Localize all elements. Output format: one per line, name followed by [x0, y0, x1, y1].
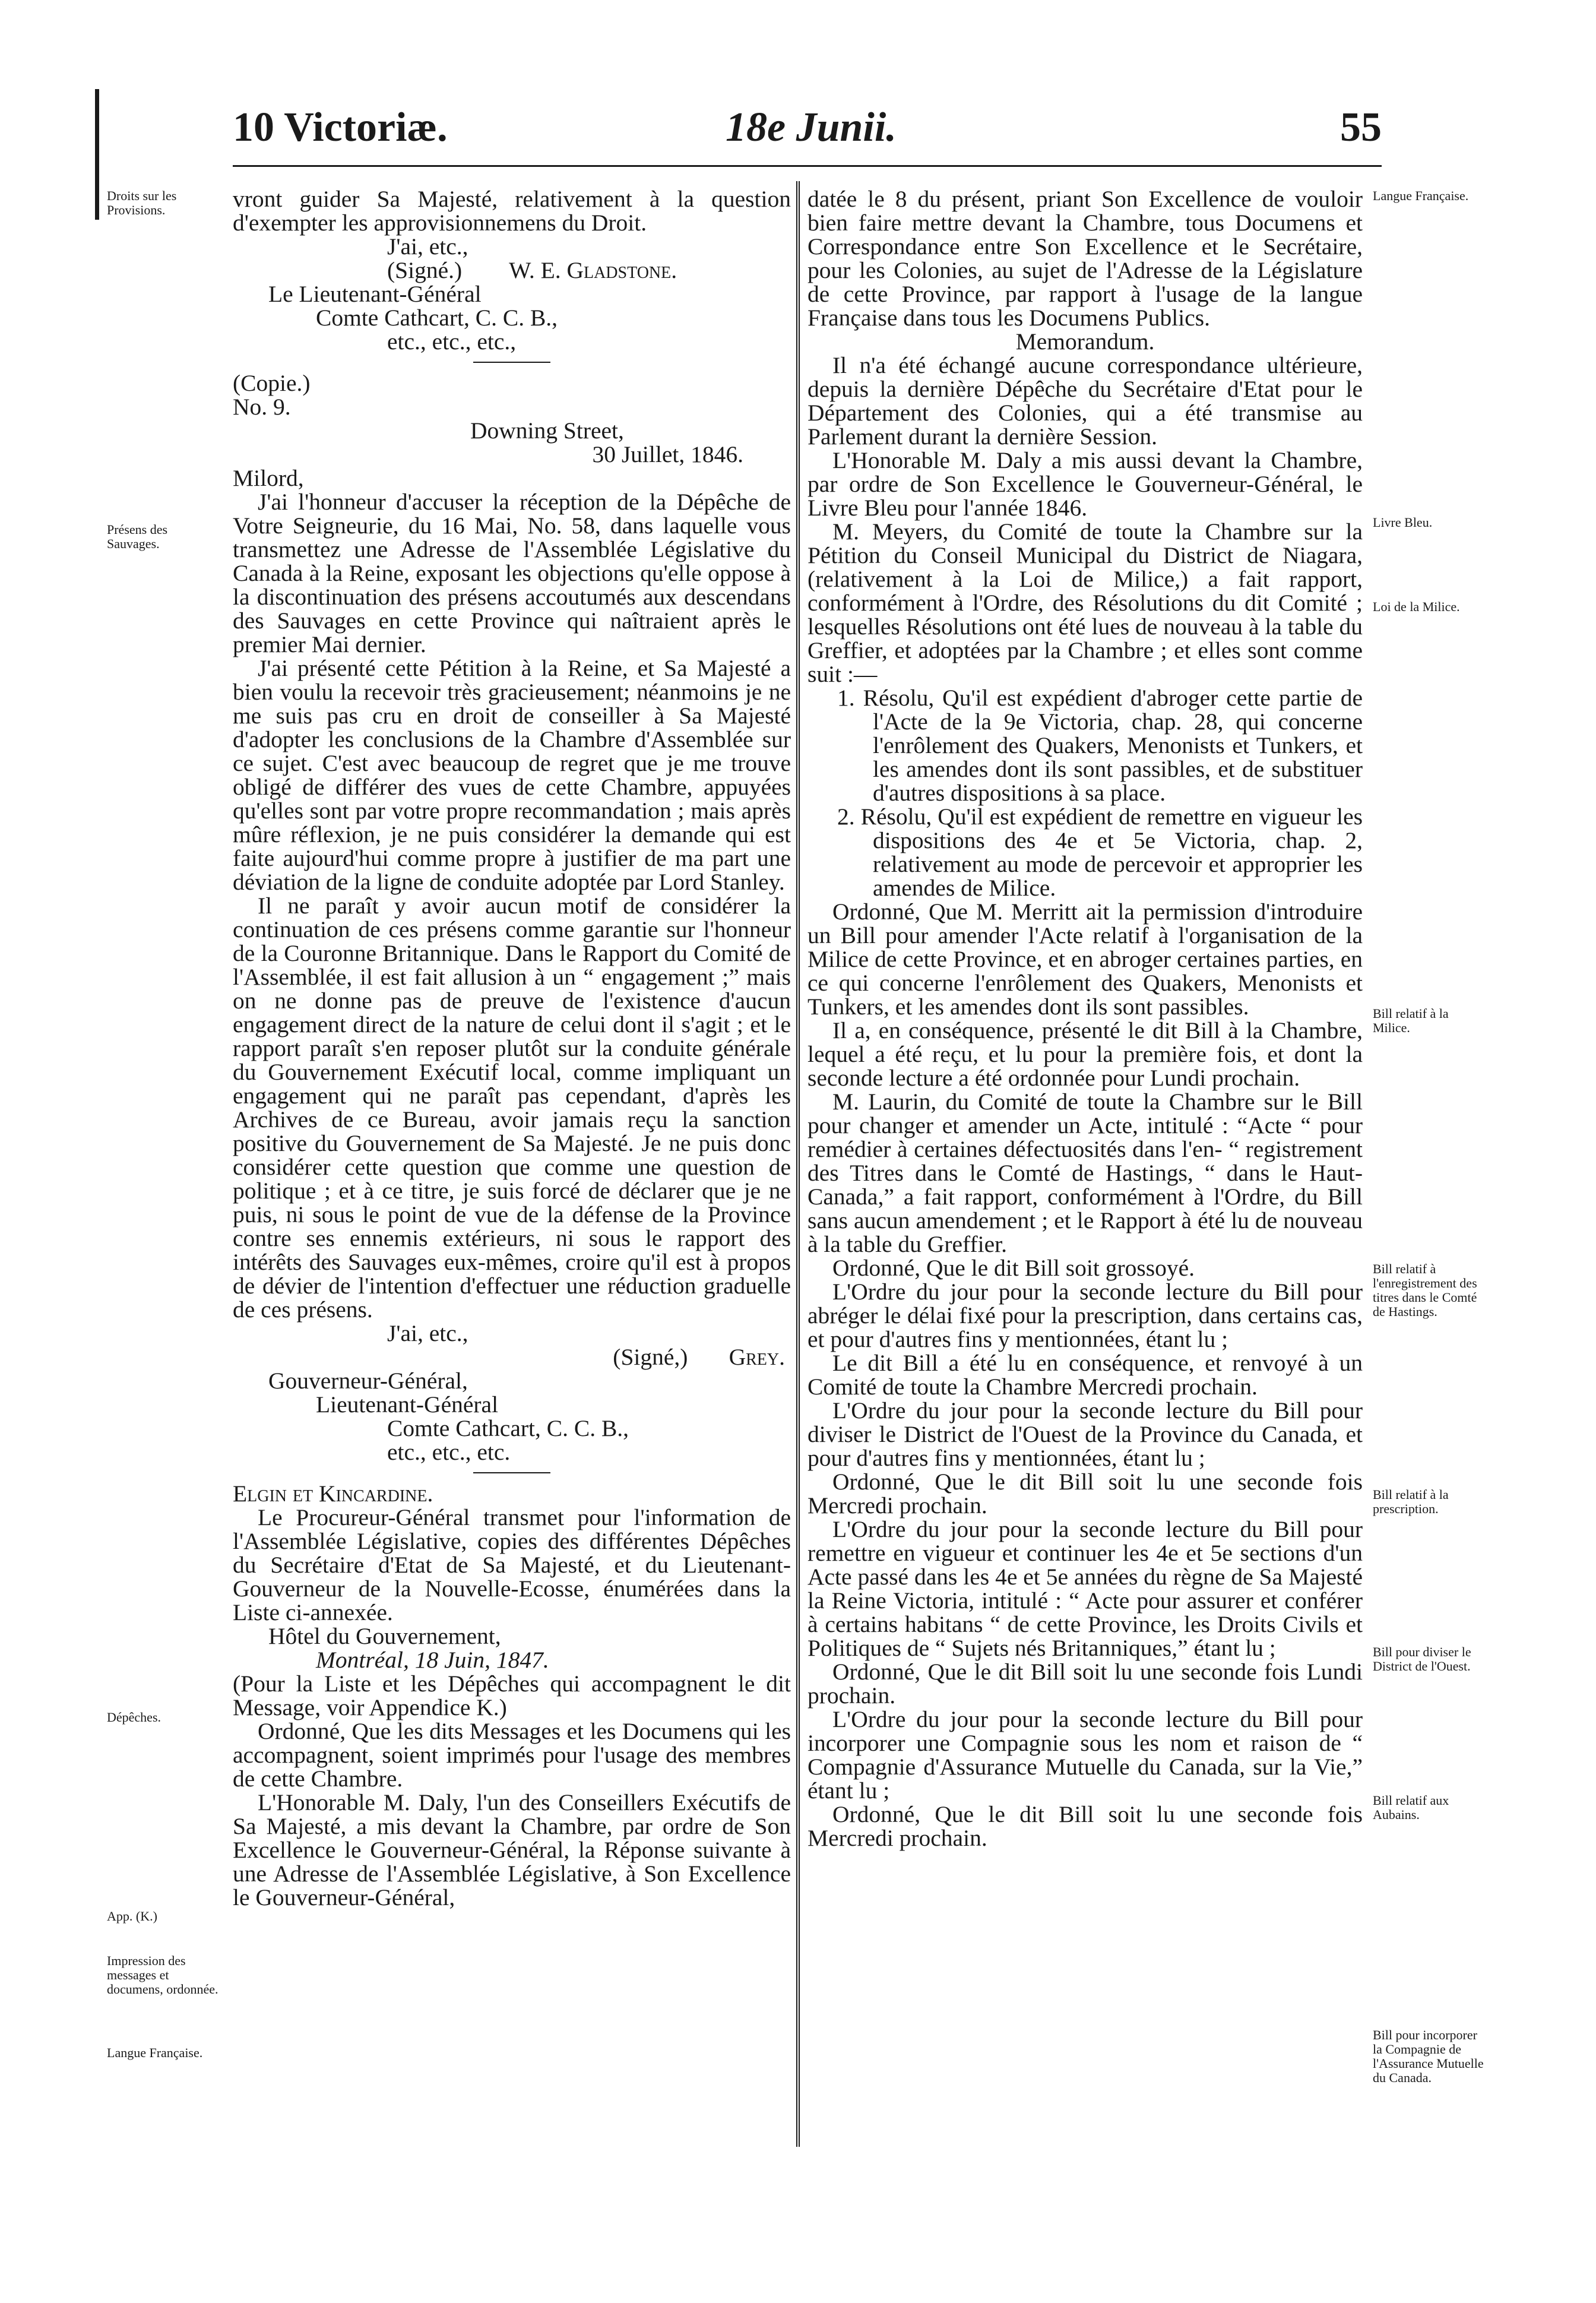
section-rule — [473, 1472, 550, 1473]
margin-note-langue-right: Langue Française. — [1373, 188, 1469, 203]
paragraph: M. Laurin, du Comité de toute la Chambre sur le Bill pour changer et amender un Acte, intitulé : “Acte “ pour remédier à certaines défectuosités dans l'en- “ registrement des Titres dans le Comté de Hastings, “ dans le Haut-Canada,” a fait rapport, conformément à l'Ordre, du Bill sans aucun amendement ; et le Rapport à été lu de nouveau à la table du Greffier. — [808, 1089, 1363, 1257]
dispatch-place: Downing Street, — [470, 417, 624, 444]
addressee: Comte Cathcart, C. C. B., — [387, 1415, 629, 1441]
margin-note-appendix: App. (K.) — [107, 1909, 157, 1924]
margin-note-bill-hastings: Bill relatif à l'enregistrement des titres dans le Comté de Hastings. — [1373, 1261, 1477, 1319]
paragraph: L'Ordre du jour pour la seconde lecture du Bill pour remettre en vigueur et continuer les 4e et 5e sections d'un Acte passé dans les 4e et 5e années du règne de Sa Majesté la Reine Victoria, intitulé : “ Acte pour assurer et conférer à certains habitans “ de cette Province, les Droits Civils et Politiques de “ Sujets nés Britanniques,” étant lu ; — [808, 1516, 1363, 1661]
margin-note-livre-bleu: Livre Bleu. — [1373, 515, 1433, 530]
paragraph: M. Meyers, du Comité de toute la Chambre sur la Pétition du Conseil Municipal du District de Niagara, (relativement à la Loi de Milice,) a fait rapport, conformément à l'Ordre, des Résolutions du dit Comité ; lesquelles Résolutions ont été lues de nouveau à la table du Greffier, et adoptées par la Chambre ; et elles sont comme suit :— — [808, 518, 1363, 687]
closing: J'ai, etc., — [387, 1320, 468, 1346]
paragraph: Il a, en conséquence, présenté le dit Bill à la Chambre, lequel a été reçu, et lu pour la première fois, et dont la seconde lecture a été ordonnée pour Lundi prochain. — [808, 1017, 1363, 1091]
governor-signature: Elgin et Kincardine. — [233, 1480, 433, 1507]
paragraph: Ordonné, Que les dits Messages et les Documens qui les accompagnent, soient imprimés pour l'usage des membres de cette Chambre. — [233, 1718, 791, 1792]
signature-line — [233, 1345, 791, 1369]
paragraph: Il ne paraît y avoir aucun motif de considérer la continuation de ces présens comme garantie sur l'honneur de la Couronne Britannique. Dans le Rapport du Comité de l'Assemblée, il est fait allusion à un “ engagement ;” mais on ne donne pas de preuve de l'existence d'aucun engagement direct de la nature de celui dont il s'agit ; et le rapport paraît s'en reposer plutôt sur la conduite générale du Gouvernement Exécutif local, comme impliquant un engagement qui ne paraît pas cependant, d'après les Archives de ce Bureau, avoir jamais reçu la sanction positive du Gouvernement de Sa Majesté. Je ne puis donc considérer cette question que comme une question de politique ; et à ce titre, je suis forcé de déclarer que je ne puis, ni sous le point de vue de la défense de la Province contre ses ennemis extérieurs, ni sous le rapport des intérêts des Sauvages eux-mêmes, croire qu'il est à propos de dévier de l'intention d'effectuer une réduction graduelle de ces présens. — [233, 893, 791, 1323]
header-date: 18e Junii. — [726, 105, 897, 150]
resolution: 1. Résolu, Qu'il est expédient d'abroger cette partie de l'Acte de la 9e Victoria, chap. 28, qui concerne l'enrôlement des Quakers, Menonists et Tunkers, et les amendes dont ils sont passibles, et de substituer d'autres dispositions à sa place. — [837, 685, 1363, 806]
copy-label: (Copie.) — [233, 370, 311, 396]
addressee: etc., etc., etc., — [387, 328, 517, 355]
closing: J'ai, etc., — [387, 233, 468, 260]
paragraph: L'Honorable M. Daly a mis aussi devant la Chambre, par ordre de Son Excellence le Gouverneur-Général, le Livre Bleu pour l'année 1846. — [808, 447, 1363, 521]
place-line: Hôtel du Gouvernement, — [268, 1623, 501, 1649]
addressee: etc., etc., etc. — [387, 1439, 511, 1465]
paragraph: L'Ordre du jour pour la seconde lecture du Bill pour incorporer une Compagnie sous les nom et raison de “ Compagnie d'Assurance Mutuelle du Canada, sur la Vie,” étant lu ; — [808, 1706, 1363, 1804]
addressee: Lieutenant-Général — [316, 1391, 499, 1418]
signed-label: (Signé.) — [387, 257, 463, 283]
dispatch-number: No. 9. — [233, 394, 291, 420]
paragraph: L'Ordre du jour pour la seconde lecture du Bill pour diviser le District de l'Ouest de la Province du Canada, et pour d'autres fins y mentionnées, étant lu ; — [808, 1397, 1363, 1471]
signature-line — [233, 258, 791, 282]
page-header — [233, 104, 1382, 157]
signer-name: Grey. — [729, 1344, 785, 1370]
margin-note-bill-ouest: Bill pour diviser le District de l'Ouest. — [1373, 1644, 1471, 1674]
addressee: Gouverneur-Général, — [268, 1368, 468, 1394]
paragraph: L'Honorable M. Daly, l'un des Conseillers Exécutifs de Sa Majesté, a mis devant la Chambre, par ordre de Son Excellence le Gouverneur-Général, la Réponse suivante à une Adresse de l'Assemblée Législative, à Son Excellence le Gouverneur-Général, — [233, 1789, 791, 1910]
paragraph: Le dit Bill a été lu en conséquence, et renvoyé à un Comité de toute la Chambre Mercredi prochain. — [808, 1350, 1363, 1400]
dispatch-date: 30 Juillet, 1846. — [592, 441, 743, 467]
margin-note-presens: Présens des Sauvages. — [107, 522, 168, 551]
memorandum-heading: Memorandum. — [1015, 328, 1155, 355]
header-rule — [233, 165, 1382, 167]
section-rule — [473, 362, 550, 363]
paragraph: Ordonné, Que le dit Bill soit grossoyé. — [832, 1255, 1195, 1281]
paragraph: Le Procureur-Général transmet pour l'information de l'Assemblée Législative, copies des différentes Dépêches du Secrétaire d'Etat de Sa Majesté, et du Lieutenant-Gouverneur de la Nouvelle-Ecosse, énumérées dans la Liste ci-annexée. — [233, 1504, 791, 1625]
page-number: 55 — [1340, 105, 1382, 150]
paragraph: L'Ordre du jour pour la seconde lecture du Bill pour abréger le délai fixé pour la prescription, dans certains cas, et pour d'autres fins y mentionnées, étant lu ; — [808, 1279, 1363, 1352]
addressee: Comte Cathcart, C. C. B., — [316, 305, 558, 331]
paragraph: Ordonné, Que le dit Bill soit lu une seconde fois Lundi prochain. — [808, 1659, 1363, 1709]
paragraph: J'ai présenté cette Pétition à la Reine, et Sa Majesté a bien voulu la recevoir très gracieusement; néanmoins je ne me suis pas cru en droit de conseiller à Sa Majesté d'adopter les conclusions de la Chambre d'Assemblée sur ce sujet. C'est avec beaucoup de regret que je me trouve obligé de différer des vues de cette Chambre, appuyées qu'elles sont par votre propre recommandation ; mais après mûre réflexion, je ne puis considérer la demande qui est faite aujourd'hui comme propre à justifier de ma part une déviation de la ligne de conduite adoptée par Lord Stanley. — [233, 655, 791, 895]
margin-note-bill-assurance: Bill pour incorporer la Compagnie de l'Assurance Mutuelle du Canada. — [1373, 2027, 1484, 2085]
addressee: Le Lieutenant-Général — [268, 281, 482, 307]
date-line: Montréal, 18 Juin, 1847. — [316, 1647, 549, 1673]
margin-note-bill-aubains: Bill relatif aux Aubains. — [1373, 1793, 1449, 1822]
margin-note-droits: Droits sur les Provisions. — [107, 188, 177, 217]
header-regnal-year: 10 Victoriæ. — [233, 105, 448, 150]
margin-note-bill-prescription: Bill relatif à la prescription. — [1373, 1487, 1449, 1516]
paragraph: J'ai l'honneur d'accuser la réception de la Dépêche de Votre Seigneurie, du 16 Mai, No. 58, dans laquelle vous transmettez une Adresse de l'Assemblée Législative du Canada à la Reine, exposant les objections qu'elle oppose à la discontinuation des présens accoutumés aux descendans des Sauvages en cette Province qui naîtraient après le premier Mai dernier. — [233, 489, 791, 657]
margin-note-depeches: Dépêches. — [107, 1710, 162, 1725]
margin-note-impression: Impression des messages et documens, ordonnée. — [107, 1953, 218, 1997]
paragraph: Ordonné, Que le dit Bill soit lu une seconde fois Mercredi prochain. — [808, 1801, 1363, 1851]
paragraph: datée le 8 du présent, priant Son Excellence de vouloir bien faire mettre devant la Chambre, tous Documens et Correspondance entre Son Excellence et le Secrétaire, pour les Colonies, au sujet de l'Adresse de la Législature de cette Province, par rapport à l'usage de la langue Française dans tous les Documens Publics. — [808, 186, 1363, 331]
signer-name: W. E. Gladstone. — [509, 257, 677, 283]
resolution: 2. Résolu, Qu'il est expédient de remettre en vigueur les dispositions des 4e et 5e Victoria, chap. 2, relativement au mode de percevoir et approprier les amendes de Milice. — [837, 803, 1363, 901]
salutation: Milord, — [233, 465, 304, 491]
paragraph: Il n'a été échangé aucune correspondance ultérieure, depuis la dernière Dépêche du Secrétaire d'Etat pour le Département des Colonies, qui a été transmise au Parlement durant la dernière Session. — [808, 352, 1363, 450]
column-divider — [796, 181, 800, 2147]
signed-label: (Signé,) — [613, 1344, 688, 1370]
margin-note-langue-left: Langue Française. — [107, 2045, 203, 2060]
left-margin-rule — [95, 89, 99, 220]
margin-note-loi-milice: Loi de la Milice. — [1373, 599, 1460, 614]
margin-note-bill-milice: Bill relatif à la Milice. — [1373, 1006, 1449, 1035]
right-column — [808, 187, 1363, 1850]
paragraph: Ordonné, Que M. Merritt ait la permission d'introduire un Bill pour amender l'Acte relatif à l'organisation de la Milice de cette Province, et en abroger certaines parties, en ce qui concerne l'enrôlement des Quakers, Menonists et Tunkers, et les amendes dont ils sont passibles. — [808, 899, 1363, 1020]
paragraph: vront guider Sa Majesté, relativement à la question d'exempter les approvisionnemens du Droit. — [233, 186, 791, 236]
left-column — [233, 187, 791, 1909]
paragraph: (Pour la Liste et les Dépêches qui accompagnent le dit Message, voir Appendice K.) — [233, 1671, 791, 1720]
paragraph: Ordonné, Que le dit Bill soit lu une seconde fois Mercredi prochain. — [808, 1469, 1363, 1519]
